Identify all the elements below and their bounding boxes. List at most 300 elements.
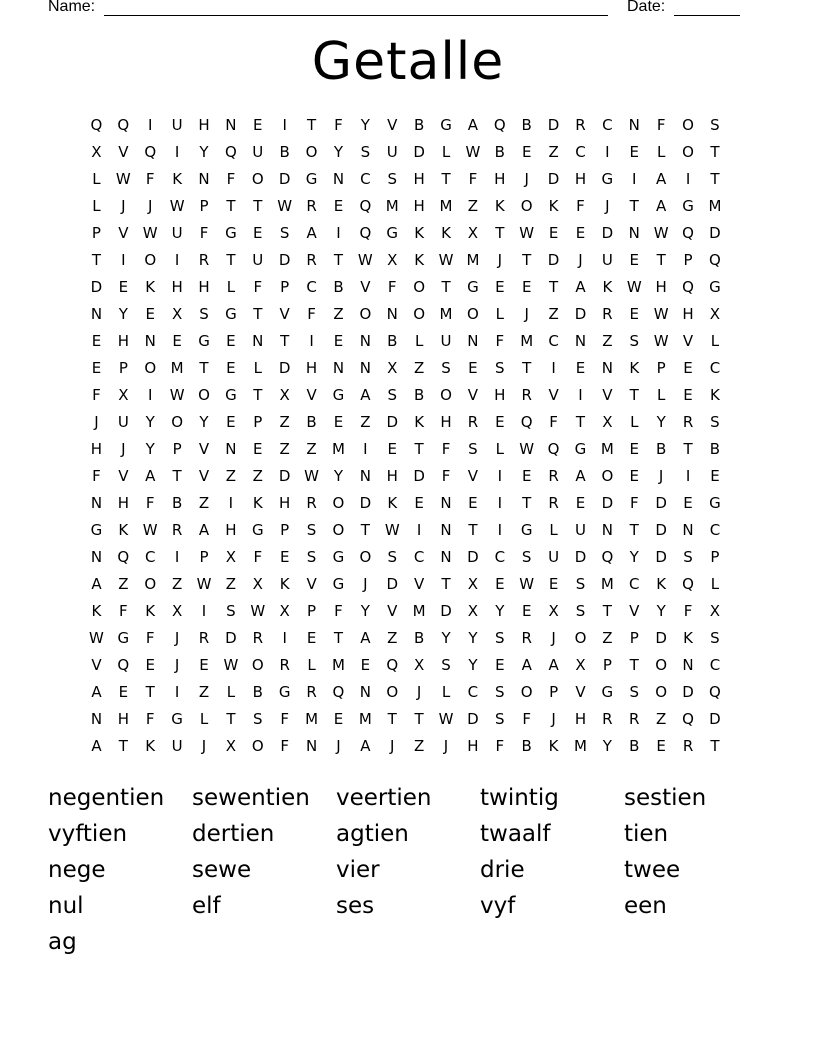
grid-cell: W [653,224,669,242]
grid-cell: T [522,494,532,512]
grid-cell: S [441,359,451,377]
grid-cell: D [574,548,587,566]
grid-cell: A [656,197,667,215]
grid-cell: B [413,386,425,404]
grid-cell: Q [601,548,614,566]
grid-cell: E [629,251,639,269]
grid-cell: E [145,305,155,323]
grid-cell: G [440,116,452,134]
grid-cell: E [306,629,317,647]
grid-cell: Z [602,332,613,350]
grid-cell: T [549,278,559,296]
grid-cell: D [278,359,291,377]
grid-cell: A [360,629,371,647]
grid-cell: N [628,224,640,242]
grid-cell: W [142,224,158,242]
grid-cell: D [278,251,291,269]
grid-row [83,571,733,598]
grid-cell: E [629,305,639,323]
grid-cell: M [600,440,614,458]
grid-cell: L [441,143,451,161]
grid-cell: T [468,521,478,539]
grid-cell: M [305,710,319,728]
grid-cell: V [575,683,586,701]
grid-cell: L [226,278,236,296]
grid-cell: N [198,170,210,188]
grid-cell: P [683,251,693,269]
grid-cell: C [602,116,613,134]
grid-cell: L [226,683,236,701]
grid-cell: G [601,170,614,188]
grid-cell: R [548,494,559,512]
grid-cell: X [467,575,479,593]
grid-cell: U [574,521,586,539]
grid-cell: N [305,737,318,755]
grid-cell: E [279,548,290,566]
grid-cell: E [118,278,129,296]
grid-cell: A [360,737,371,755]
grid-cell: K [414,413,425,431]
word-list-item: sestien [624,785,707,811]
grid-cell: G [467,278,479,296]
grid-cell: E [629,143,639,161]
grid-cell: A [198,521,210,539]
grid-cell: I [578,386,583,404]
grid-cell: I [685,170,691,188]
grid-cell: Z [333,305,344,323]
grid-cell: I [632,170,637,188]
grid-cell: N [252,332,264,350]
grid-cell: S [387,386,397,404]
grid-cell: Q [386,656,399,674]
grid-cell: E [683,359,693,377]
grid-cell: D [547,251,560,269]
grid-cell: N [359,683,371,701]
grid-cell: E [575,359,586,377]
grid-cell: A [656,170,667,188]
grid-cell: D [90,278,103,296]
grid-cell: K [710,386,720,404]
grid-cell: G [305,170,318,188]
grid-cell: T [629,197,639,215]
grid-cell: O [305,143,318,161]
grid-cell: W [519,440,535,458]
grid-cell: E [226,413,236,431]
grid-cell: J [390,737,395,755]
grid-cell: T [226,710,236,728]
grid-cell: X [387,251,398,269]
grid-cell: E [360,656,371,674]
grid-cell: C [709,359,721,377]
grid-cell: C [575,143,586,161]
grid-cell: E [683,494,693,512]
grid-cell: O [171,413,184,431]
grid-cell: R [682,737,694,755]
grid-cell: F [119,602,128,620]
grid-cell: Z [252,467,263,485]
grid-cell: Z [198,494,210,512]
grid-cell: R [198,251,210,269]
grid-cell: Z [387,629,398,647]
grid-cell: E [145,656,155,674]
grid-cell: L [630,413,639,431]
grid-cell: Y [468,656,478,674]
grid-cell: T [441,278,451,296]
grid-cell: H [117,710,129,728]
grid-cell: Z [656,710,667,728]
grid-cell: M [412,602,426,620]
grid-cell: E [521,143,532,161]
grid-cell: J [121,197,126,215]
grid-cell: W [519,224,535,242]
grid-cell: H [305,359,318,377]
grid-cell: R [602,710,613,728]
grid-cell: D [278,170,291,188]
grid-cell: D [278,467,291,485]
grid-cell: O [251,656,264,674]
grid-cell: K [387,494,398,512]
grid-row [83,301,733,328]
grid-cell: H [494,170,506,188]
grid-cell: M [170,359,184,377]
grid-cell: A [145,467,156,485]
grid-cell: J [121,440,126,458]
grid-cell: S [629,683,640,701]
grid-row [83,139,733,166]
word-list-item: tien [624,821,669,847]
grid-cell: Z [225,575,237,593]
grid-cell: T [683,440,693,458]
header [48,0,748,20]
word-list-item: twaalf [480,821,551,847]
grid-cell: D [467,548,479,566]
grid-cell: Z [279,413,290,431]
grid-cell: A [575,278,586,296]
grid-cell: T [118,737,128,755]
grid-cell: B [709,440,721,458]
grid-cell: F [92,467,101,485]
grid-cell: S [199,305,209,323]
grid-cell: H [494,386,506,404]
grid-cell: S [575,602,586,620]
grid-cell: V [198,440,210,458]
grid-cell: Z [360,413,371,431]
grid-cell: S [226,602,236,620]
grid-cell: R [306,683,317,701]
grid-cell: V [279,305,290,323]
grid-cell: J [174,656,180,674]
grid-cell: E [333,413,344,431]
grid-cell: W [465,143,481,161]
grid-cell: K [414,224,425,242]
grid-cell: E [199,656,209,674]
grid-cell: P [629,629,639,647]
grid-cell: N [682,656,694,674]
grid-cell: J [416,683,422,701]
grid-cell: W [115,170,131,188]
grid-cell: K [656,575,667,593]
grid-cell: T [226,197,236,215]
grid-cell: L [656,386,666,404]
grid-cell: N [332,359,345,377]
grid-cell: H [574,170,587,188]
grid-cell: P [656,359,666,377]
grid-cell: F [495,332,505,350]
grid-cell: P [710,548,720,566]
grid-cell: S [360,143,371,161]
grid-cell: V [306,575,317,593]
grid-cell: H [655,278,667,296]
grid-cell: S [468,440,478,458]
grid-cell: K [252,494,263,512]
grid-cell: T [387,710,397,728]
grid-row [83,193,733,220]
grid-cell: N [359,467,371,485]
grid-cell: E [521,278,532,296]
grid-cell: U [117,413,129,431]
grid-cell: V [467,467,479,485]
grid-cell: Y [656,413,666,431]
grid-cell: S [253,710,263,728]
grid-cell: J [658,467,664,485]
grid-cell: N [467,332,479,350]
grid-cell: K [91,602,102,620]
word-list-item: elf [192,893,221,919]
grid-cell: D [655,629,667,647]
grid-cell: K [683,629,693,647]
grid-cell: R [306,251,317,269]
grid-cell: J [551,629,556,647]
grid-cell: O [413,278,426,296]
grid-cell: I [605,143,610,161]
grid-cell: W [196,575,212,593]
grid-cell: A [467,116,479,134]
grid-cell: O [251,170,264,188]
grid-cell: L [549,521,558,539]
grid-cell: I [497,521,503,539]
grid-cell: S [710,116,720,134]
grid-cell: H [225,521,237,539]
grid-cell: E [495,278,505,296]
grid-cell: N [682,521,694,539]
word-list-item: veertien [336,785,432,811]
grid-cell: S [387,170,397,188]
grid-cell: W [384,521,400,539]
grid-cell: Y [145,413,155,431]
grid-cell: W [142,521,158,539]
word-list-item: ag [48,929,77,955]
grid-cell: Q [709,683,721,701]
grid-cell: T [710,143,720,161]
grid-cell: Q [682,575,694,593]
grid-cell: G [682,197,694,215]
grid-cell: N [386,305,398,323]
grid-cell: N [359,359,371,377]
grid-cell: F [145,629,155,647]
grid-cell: E [548,224,559,242]
grid-cell: Q [117,656,130,674]
grid-cell: I [228,494,234,512]
grid-cell: K [145,602,156,620]
grid-cell: T [710,170,720,188]
grid-cell: I [551,359,556,377]
grid-cell: Y [145,440,155,458]
grid-cell: X [602,413,613,431]
grid-cell: T [710,737,720,755]
grid-row [83,112,733,139]
grid-cell: M [331,440,345,458]
grid-cell: T [656,251,666,269]
grid-row [83,409,733,436]
grid-cell: F [656,116,666,134]
grid-cell: S [575,575,586,593]
grid-cell: E [253,440,263,458]
grid-cell: S [441,656,451,674]
grid-cell: M [439,197,453,215]
grid-row [83,706,733,733]
grid-cell: G [520,521,533,539]
grid-cell: Z [548,143,559,161]
grid-cell: R [467,413,479,431]
grid-cell: P [91,224,101,242]
grid-cell: Q [709,251,721,269]
grid-cell: D [467,710,479,728]
grid-cell: J [336,737,341,755]
grid-cell: G [709,278,721,296]
grid-cell: N [601,521,613,539]
grid-cell: G [117,629,130,647]
grid-cell: E [333,197,344,215]
grid-cell: G [332,386,345,404]
grid-cell: N [90,494,103,512]
grid-cell: E [414,494,424,512]
grid-cell: F [280,737,289,755]
grid-cell: C [494,548,506,566]
grid-cell: S [279,224,290,242]
grid-cell: E [495,656,505,674]
grid-cell: K [629,359,640,377]
grid-cell: O [682,116,694,134]
grid-cell: H [413,170,425,188]
grid-cell: T [575,413,586,431]
grid-cell: I [174,683,180,701]
grid-cell: J [551,710,556,728]
grid-cell: W [89,629,104,647]
grid-cell: Y [199,413,209,431]
grid-cell: E [575,494,586,512]
grid-cell: F [145,170,155,188]
grid-cell: S [521,548,532,566]
grid-cell: D [655,521,667,539]
grid-cell: J [148,197,153,215]
grid-cell: X [171,305,183,323]
grid-cell: N [440,521,452,539]
grid-cell: M [439,305,453,323]
grid-cell: B [521,737,532,755]
grid-cell: Z [413,737,425,755]
word-list-item: nege [48,857,106,883]
grid-cell: Q [90,116,103,134]
grid-cell: G [225,224,237,242]
grid-cell: R [521,629,532,647]
grid-cell: X [548,602,559,620]
grid-cell: T [602,602,612,620]
grid-cell: Q [547,440,560,458]
grid-cell: D [655,494,667,512]
word-list-item: een [624,893,667,919]
grid-cell: V [414,575,425,593]
grid-cell: F [226,170,236,188]
grid-cell: Y [495,602,505,620]
grid-cell: X [171,602,183,620]
grid-cell: K [602,278,613,296]
grid-cell: S [306,521,317,539]
grid-cell: V [387,116,398,134]
grid-cell: M [600,575,614,593]
grid-cell: Q [359,197,372,215]
grid-cell: L [710,575,720,593]
grid-cell: D [682,683,694,701]
grid-cell: R [602,305,613,323]
grid-cell: L [199,710,209,728]
grid-cell: L [441,683,451,701]
grid-cell: E [521,602,532,620]
grid-cell: T [199,359,209,377]
grid-cell: S [495,710,505,728]
grid-cell: Y [468,629,478,647]
grid-cell: H [117,494,129,512]
grid-cell: Q [224,143,237,161]
grid-cell: X [413,656,425,674]
grid-cell: H [467,737,479,755]
grid-cell: E [387,440,397,458]
grid-cell: L [307,656,316,674]
grid-cell: E [172,332,182,350]
grid-cell: H [682,305,694,323]
grid-cell: D [574,305,587,323]
grid-cell: K [414,251,425,269]
grid-cell: E [656,737,666,755]
grid-cell: I [282,116,287,134]
grid-cell: O [574,629,587,647]
grid-cell: F [253,278,263,296]
grid-cell: X [91,143,102,161]
grid-cell: R [682,413,694,431]
grid-row [83,625,733,652]
grid-cell: B [252,683,263,701]
word-list [48,780,768,960]
grid-cell: G [709,494,721,512]
grid-cell: P [253,413,263,431]
grid-cell: O [332,494,345,512]
grid-cell: Q [332,683,345,701]
grid-cell: F [441,440,451,458]
grid-cell: V [118,224,129,242]
grid-cell: T [280,332,290,350]
grid-cell: T [522,251,532,269]
grid-cell: V [387,602,398,620]
grid-cell: A [548,656,559,674]
grid-cell: Y [441,629,451,647]
grid-cell: T [253,197,263,215]
grid-cell: N [90,548,103,566]
word-list-item: vyftien [48,821,128,847]
grid-cell: U [252,143,264,161]
grid-cell: K [172,170,183,188]
grid-cell: O [467,305,479,323]
grid-cell: F [253,548,263,566]
grid-cell: G [251,521,264,539]
